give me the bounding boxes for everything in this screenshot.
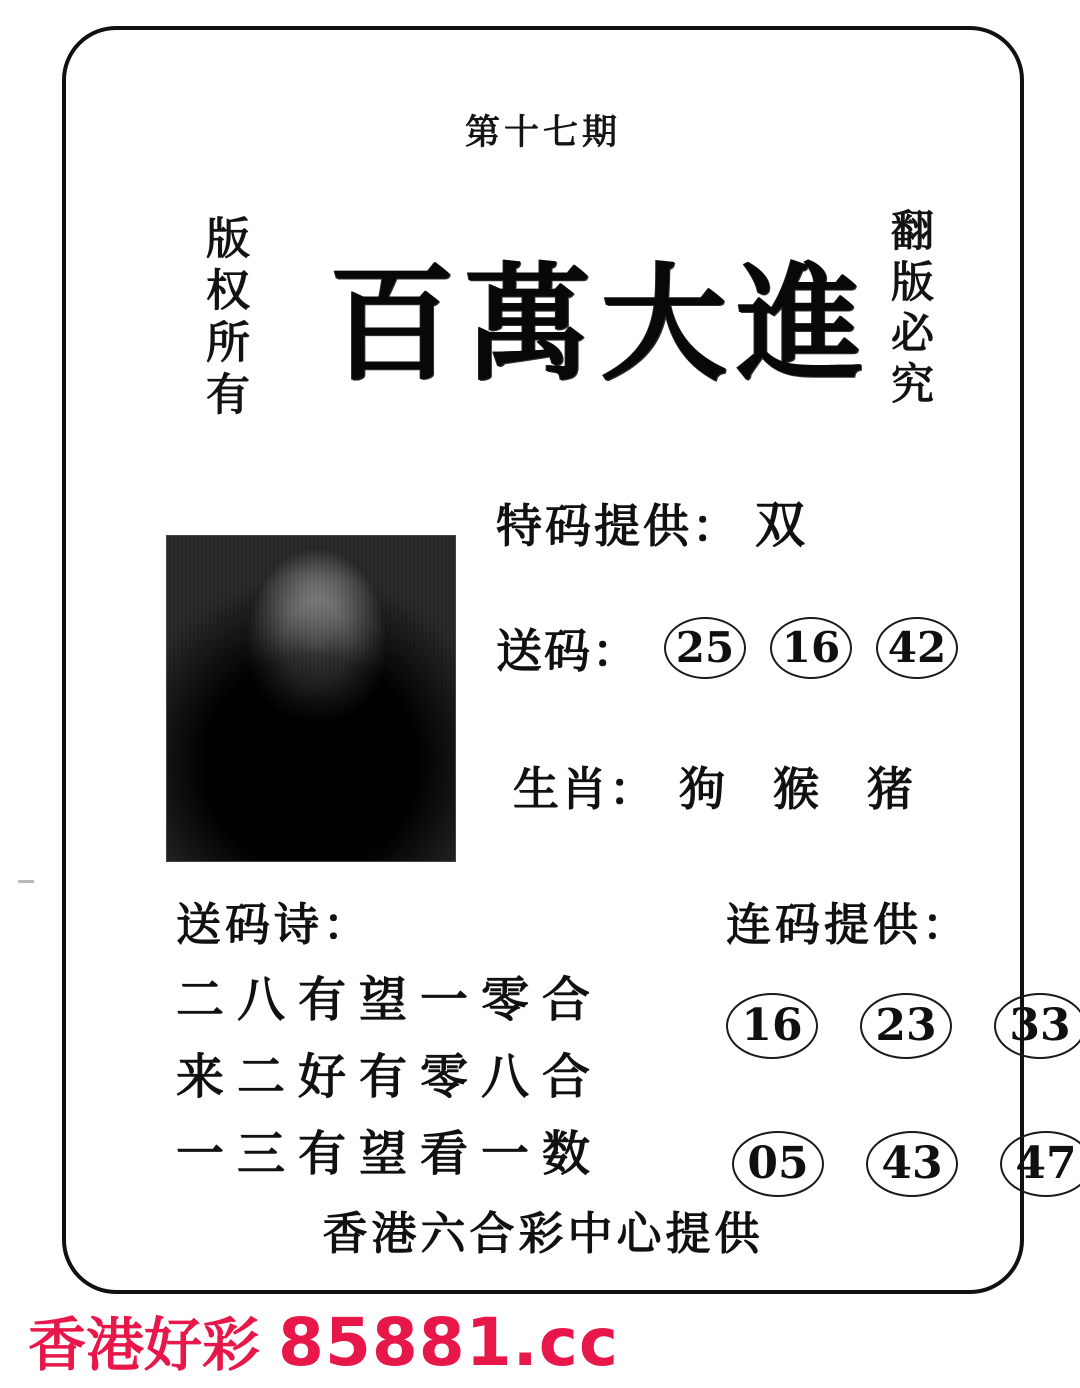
lian-ma-ball: 23 (860, 993, 952, 1059)
page-title: 百萬大進 (329, 250, 873, 398)
zodiac-row (513, 753, 929, 819)
poem-line: 一三有望看一数 (176, 1126, 604, 1182)
issue-number: 第十七期 (464, 112, 621, 153)
send-code-ball: 16 (770, 617, 852, 679)
lian-ma-ball: 05 (732, 1131, 824, 1197)
lian-ma-ball: 43 (866, 1131, 958, 1197)
send-code-label: 送码： (496, 624, 640, 678)
footer-source: 香港六合彩中心提供 (322, 1207, 764, 1260)
watermark (28, 1298, 619, 1382)
scan-artifact (18, 880, 34, 883)
copyright-slogan-right: 翻版必究 (884, 208, 934, 412)
poem-title: 送码诗： (176, 898, 373, 951)
lian-ma-row-2 (726, 1131, 1080, 1197)
special-code-value: 双 (755, 495, 808, 554)
lian-ma-ball: 33 (994, 993, 1080, 1059)
send-code-row (496, 615, 958, 681)
lottery-poster-card (62, 26, 1077, 1294)
portrait-photo (166, 535, 456, 862)
special-code-line (496, 485, 808, 557)
copyright-slogan-left: 版权所有 (198, 215, 249, 423)
lian-ma-row-1 (726, 993, 1080, 1059)
lian-ma-ball: 47 (1000, 1131, 1080, 1197)
send-code-ball: 42 (876, 617, 958, 679)
zodiac-values: 狗 猴 猪 (679, 762, 930, 816)
send-code-ball: 25 (664, 617, 746, 679)
poem-block (176, 888, 603, 1184)
watermark-text: 香港好彩 (28, 1311, 261, 1379)
watermark-site: 85881.cc (278, 1304, 619, 1381)
lian-ma-ball: 16 (726, 993, 818, 1059)
zodiac-label: 生肖： (513, 762, 657, 816)
special-code-label: 特码提供： (496, 499, 741, 553)
lian-ma-title: 连码提供： (726, 898, 972, 951)
poem-line: 二八有望一零合 (176, 972, 604, 1028)
lian-ma-block (726, 888, 1080, 1197)
poem-line: 来二好有零八合 (176, 1049, 604, 1105)
